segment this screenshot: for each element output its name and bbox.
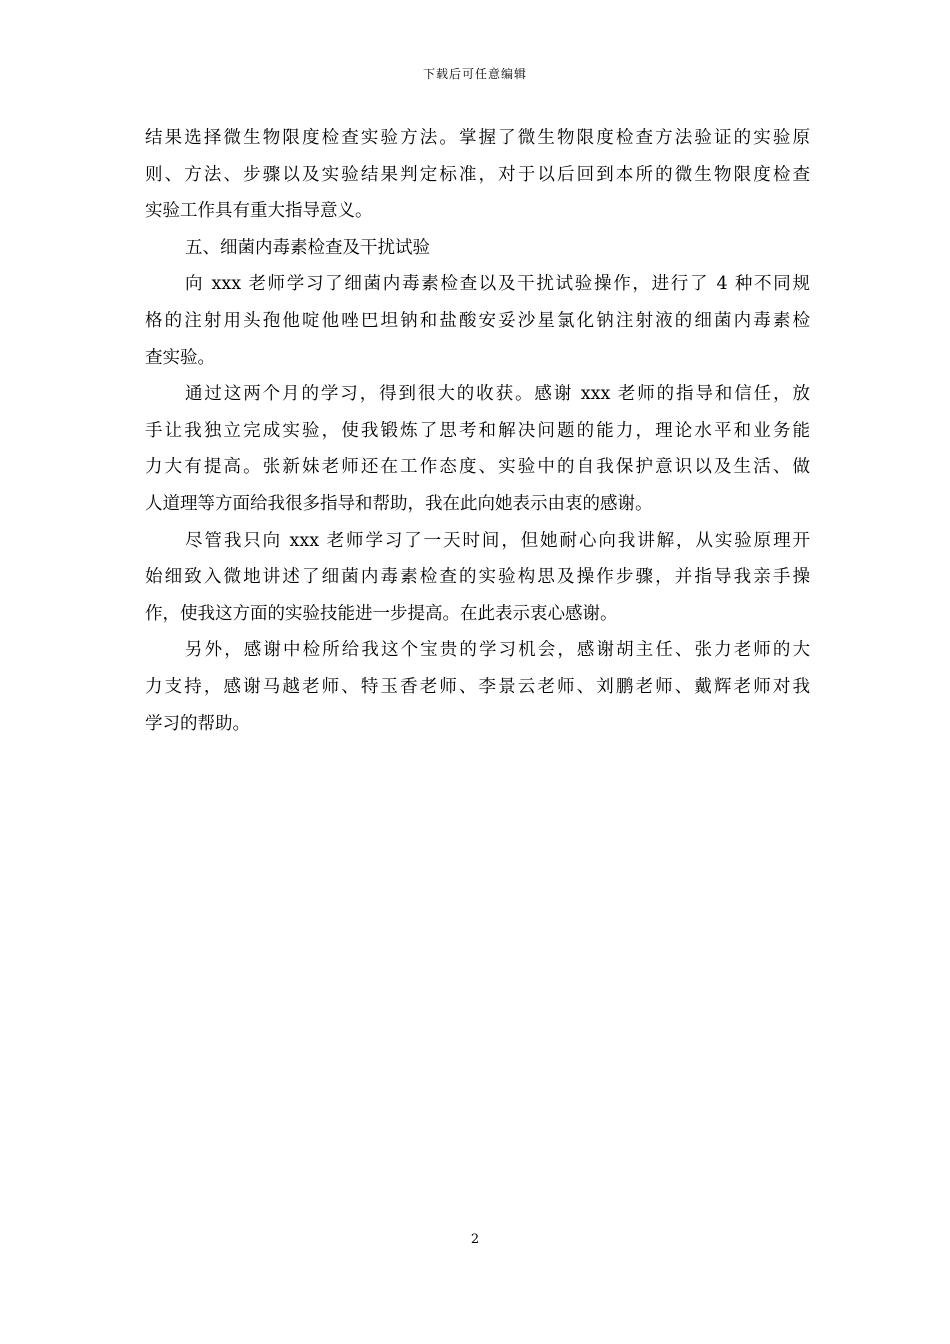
text-line: 力大有提高。张新妹老师还在工作态度、实验中的自我保护意识以及生活、做: [145, 457, 810, 478]
text-line: 尽管我只向 xxx 老师学习了一天时间，但她耐心向我讲解，从实验原理开: [185, 530, 810, 551]
text-line: 学习的帮助。: [145, 713, 250, 734]
text-line: 手让我独立完成实验，使我锻炼了思考和解决问题的能力，理论水平和业务能: [145, 420, 810, 441]
text-line: 另外，感谢中检所给我这个宝贵的学习机会，感谢胡主任、张力老师的大: [185, 640, 810, 661]
text-line: 格的注射用头孢他啶他唑巴坦钠和盐酸安妥沙星氯化钠注射液的细菌内毒素检: [145, 310, 810, 331]
text-line: 则、方法、步骤以及实验结果判定标准，对于以后回到本所的微生物限度检查: [145, 164, 810, 185]
page-number: 2: [470, 1232, 480, 1247]
document-body: [145, 123, 810, 745]
text-line: 结果选择微生物限度检查实验方法。掌握了微生物限度检查方法验证的实验原: [145, 128, 810, 148]
text-line: 通过这两个月的学习，得到很大的收获。感谢 xxx 老师的指导和信任，放: [185, 384, 810, 405]
text-line: 作，使我这方面的实验技能进一步提高。在此表示衷心感谢。: [145, 603, 618, 624]
text-line: 力支持，感谢马越老师、特玉香老师、李景云老师、刘鹏老师、戴辉老师对我: [145, 676, 810, 697]
text-line: 实验工作具有重大指导意义。: [145, 201, 373, 222]
text-line: 查实验。: [145, 347, 215, 368]
text-line: 始细致入微地讲述了细菌内毒素检查的实验构思及操作步骤，并指导我亲手操: [145, 567, 810, 588]
text-line: 向 xxx 老师学习了细菌内毒素检查以及干扰试验操作，进行了 4 种不同规: [185, 274, 810, 295]
section-heading: 五、细菌内毒素检查及干扰试验: [185, 237, 430, 258]
page-header: 下载后可任意编辑: [422, 67, 527, 81]
text-line: 人道理等方面给我很多指导和帮助，我在此向她表示由衷的感谢。: [145, 493, 653, 514]
